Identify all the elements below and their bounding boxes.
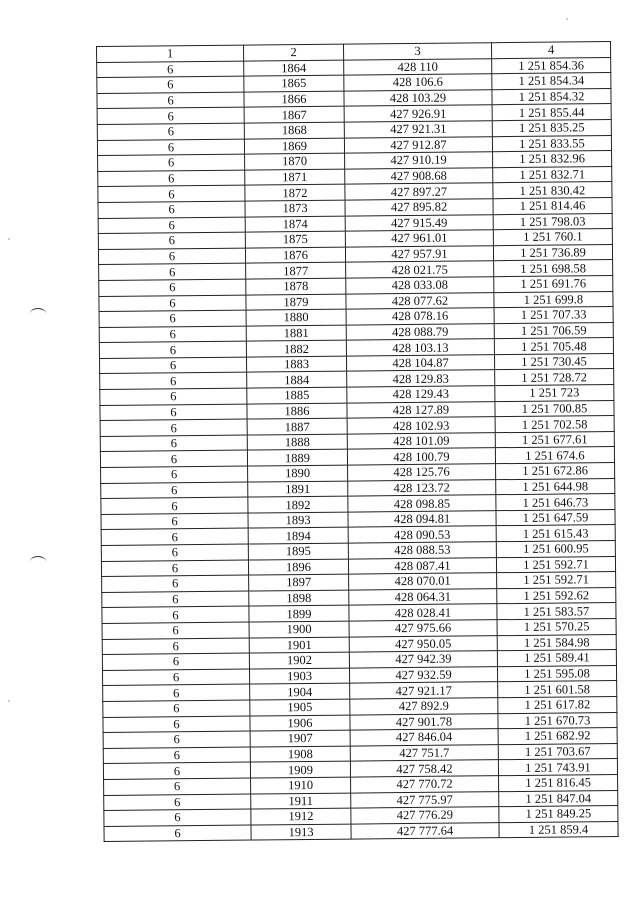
table-cell: 6 bbox=[100, 373, 247, 390]
table-cell: 1 251 617.82 bbox=[498, 696, 617, 713]
table-cell: 6 bbox=[101, 560, 248, 577]
table-cell: 6 bbox=[97, 92, 244, 109]
table-cell: 428 127.89 bbox=[347, 401, 495, 418]
table-cell: 1 251 615.43 bbox=[496, 525, 615, 542]
table-cell: 1912 bbox=[251, 808, 351, 825]
table-cell: 1869 bbox=[244, 138, 344, 155]
table-cell: 428 106.6 bbox=[344, 74, 492, 91]
table-cell: 6 bbox=[101, 513, 248, 530]
table-cell: 427 777.64 bbox=[351, 822, 499, 839]
table-cell: 427 758.42 bbox=[350, 760, 498, 777]
table-cell: 6 bbox=[97, 123, 244, 140]
table-cell: 1 251 674.6 bbox=[495, 447, 614, 464]
table-cell: 427 926.91 bbox=[344, 105, 492, 122]
table-cell: 428 077.62 bbox=[346, 292, 494, 309]
table-cell: 1907 bbox=[250, 730, 350, 747]
table-cell: 1 251 707.33 bbox=[494, 307, 613, 324]
table-cell: 1 251 570.25 bbox=[497, 619, 616, 636]
table-cell: 428 098.85 bbox=[348, 495, 496, 512]
table-cell: 1867 bbox=[244, 106, 344, 123]
table-cell: 427 892.9 bbox=[350, 698, 498, 715]
table-cell: 1882 bbox=[246, 340, 346, 357]
table-cell: 427 901.78 bbox=[350, 713, 498, 730]
table-cell: 6 bbox=[98, 185, 245, 202]
table-cell: 1 251 583.57 bbox=[497, 603, 616, 620]
table-cell: 1 251 700.85 bbox=[495, 400, 614, 417]
punch-mark bbox=[30, 308, 46, 319]
table-cell: 6 bbox=[102, 653, 249, 670]
table-cell: 1 251 691.76 bbox=[494, 275, 613, 292]
table-cell: 428 087.41 bbox=[348, 557, 496, 574]
table-cell: 1 251 855.44 bbox=[492, 104, 611, 121]
table-cell: 1 251 736.89 bbox=[493, 244, 612, 261]
table-cell: 6 bbox=[101, 497, 248, 514]
table-cell: 6 bbox=[100, 388, 247, 405]
table-cell: 1 251 644.98 bbox=[496, 478, 615, 495]
table-cell: 6 bbox=[99, 341, 246, 358]
table-cell: 6 bbox=[103, 762, 250, 779]
table-cell: 427 932.59 bbox=[349, 666, 497, 683]
table-cell: 1886 bbox=[247, 403, 347, 420]
table-cell: 6 bbox=[98, 232, 245, 249]
table-cell: 6 bbox=[99, 357, 246, 374]
table-cell: 427 776.29 bbox=[351, 807, 499, 824]
table-cell: 1 251 584.98 bbox=[497, 634, 616, 651]
coordinates-table bbox=[96, 41, 619, 842]
table-cell: 1891 bbox=[248, 481, 348, 498]
table-cell: 1898 bbox=[249, 590, 349, 607]
table-cell: 427 921.31 bbox=[344, 121, 492, 138]
table-cell: 6 bbox=[98, 170, 245, 187]
table-cell: 1876 bbox=[245, 247, 345, 264]
column-header: 2 bbox=[243, 44, 343, 61]
table-cell: 1887 bbox=[247, 418, 347, 435]
table-cell: 1910 bbox=[251, 777, 351, 794]
table-cell: 428 129.43 bbox=[347, 386, 495, 403]
table-cell: 6 bbox=[104, 809, 251, 826]
table-cell: 6 bbox=[99, 295, 246, 312]
table-cell: 6 bbox=[102, 669, 249, 686]
table-cell: 6 bbox=[97, 61, 244, 78]
table-cell: 6 bbox=[101, 466, 248, 483]
table-cell: 6 bbox=[102, 638, 249, 655]
table-cell: 427 975.66 bbox=[349, 620, 497, 637]
table-cell: 6 bbox=[103, 684, 250, 701]
table-cell: 6 bbox=[97, 139, 244, 156]
table-cell: 1871 bbox=[245, 169, 345, 186]
table-cell: 1909 bbox=[250, 761, 350, 778]
table-cell: 1889 bbox=[247, 450, 347, 467]
table-cell: 427 775.97 bbox=[351, 791, 499, 808]
table-cell: 427 912.87 bbox=[344, 136, 492, 153]
table-cell: 1 251 705.48 bbox=[494, 338, 613, 355]
table-cell: 428 104.87 bbox=[346, 355, 494, 372]
table-cell: 1 251 682.92 bbox=[498, 728, 617, 745]
column-header: 1 bbox=[97, 45, 244, 62]
table-cell: 427 950.05 bbox=[349, 635, 497, 652]
table-cell: 1 251 743.91 bbox=[498, 759, 617, 776]
table-cell: 1900 bbox=[249, 621, 349, 638]
table-cell: 428 090.53 bbox=[348, 526, 496, 543]
table-cell: 428 088.79 bbox=[346, 323, 494, 340]
table-cell: 1 251 723 bbox=[495, 385, 614, 402]
table-cell: 1 251 833.55 bbox=[492, 135, 611, 152]
table-cell: 428 088.53 bbox=[348, 542, 496, 559]
table-cell: 1883 bbox=[246, 356, 346, 373]
table-cell: 1906 bbox=[250, 715, 350, 732]
table-cell: 6 bbox=[103, 716, 250, 733]
table-cell: 1 251 600.95 bbox=[496, 541, 615, 558]
punch-mark bbox=[30, 556, 46, 567]
table-cell: 428 028.41 bbox=[349, 604, 497, 621]
table-cell: 1 251 647.59 bbox=[496, 509, 615, 526]
table-cell: 1 251 699.8 bbox=[494, 291, 613, 308]
table-cell: 6 bbox=[98, 154, 245, 171]
table-cell: 1880 bbox=[246, 309, 346, 326]
table-cell: 1 251 859.4 bbox=[499, 821, 618, 838]
table-cell: 6 bbox=[100, 451, 247, 468]
table-cell: 428 100.79 bbox=[347, 448, 495, 465]
table-cell: 1 251 730.45 bbox=[494, 353, 613, 370]
table-cell: 427 915.49 bbox=[345, 214, 493, 231]
table-cell: 6 bbox=[98, 217, 245, 234]
table-cell: 6 bbox=[102, 575, 249, 592]
table-cell: 1 251 832.71 bbox=[493, 166, 612, 183]
table-cell: 1865 bbox=[244, 75, 344, 92]
coordinates-table-wrapper bbox=[96, 41, 618, 842]
scan-speck bbox=[8, 238, 10, 240]
table-cell: 1897 bbox=[249, 574, 349, 591]
table-cell: 1879 bbox=[246, 294, 346, 311]
table-cell: 428 094.81 bbox=[348, 510, 496, 527]
table-cell: 1 251 646.73 bbox=[496, 494, 615, 511]
table-cell: 6 bbox=[101, 482, 248, 499]
table-cell: 1902 bbox=[249, 652, 349, 669]
table-cell: 427 961.01 bbox=[345, 230, 493, 247]
table-cell: 1888 bbox=[247, 434, 347, 451]
table-cell: 427 895.82 bbox=[345, 199, 493, 216]
table-cell: 6 bbox=[104, 778, 251, 795]
table-cell: 428 101.09 bbox=[347, 433, 495, 450]
table-cell: 1868 bbox=[244, 122, 344, 139]
table-cell: 6 bbox=[99, 263, 246, 280]
table-cell: 428 102.93 bbox=[347, 417, 495, 434]
table-cell: 1913 bbox=[251, 824, 351, 841]
table-cell: 6 bbox=[100, 435, 247, 452]
table-cell: 1 251 854.32 bbox=[492, 88, 611, 105]
table-cell: 1 251 702.58 bbox=[495, 416, 614, 433]
table-cell: 6 bbox=[99, 326, 246, 343]
table-cell: 427 957.91 bbox=[345, 245, 493, 262]
table-cell: 1 251 830.42 bbox=[493, 182, 612, 199]
table-cell: 6 bbox=[101, 544, 248, 561]
table-cell: 1 251 816.45 bbox=[499, 774, 618, 791]
table-cell: 1 251 706.59 bbox=[494, 322, 613, 339]
table-cell: 428 103.13 bbox=[346, 339, 494, 356]
table-cell: 428 110 bbox=[344, 58, 492, 75]
table-cell: 6 bbox=[102, 606, 249, 623]
table-cell: 1890 bbox=[248, 465, 348, 482]
table-cell: 1 251 589.41 bbox=[497, 650, 616, 667]
table-cell: 1 251 847.04 bbox=[499, 790, 618, 807]
table-cell: 6 bbox=[97, 76, 244, 93]
table-cell: 1872 bbox=[245, 184, 345, 201]
table-cell: 428 078.16 bbox=[346, 308, 494, 325]
table-cell: 1 251 698.58 bbox=[494, 260, 613, 277]
table-cell: 6 bbox=[102, 591, 249, 608]
table-cell: 428 064.31 bbox=[349, 588, 497, 605]
table-cell: 428 021.75 bbox=[346, 261, 494, 278]
table-cell: 427 751.7 bbox=[350, 744, 498, 761]
table-cell: 6 bbox=[102, 622, 249, 639]
table-cell: 1 251 703.67 bbox=[498, 743, 617, 760]
table-cell: 427 921.17 bbox=[350, 682, 498, 699]
table-cell: 428 033.08 bbox=[346, 277, 494, 294]
table-cell: 6 bbox=[97, 107, 244, 124]
table-cell: 1905 bbox=[250, 699, 350, 716]
table-cell: 427 846.04 bbox=[350, 729, 498, 746]
table-cell: 428 123.72 bbox=[348, 479, 496, 496]
table-cell: 1901 bbox=[249, 637, 349, 654]
table-cell: 6 bbox=[103, 731, 250, 748]
column-header: 3 bbox=[343, 43, 491, 60]
table-cell: 427 908.68 bbox=[345, 167, 493, 184]
table-cell: 1 251 592.71 bbox=[496, 556, 615, 573]
table-cell: 6 bbox=[103, 700, 250, 717]
table-cell: 6 bbox=[99, 310, 246, 327]
table-cell: 6 bbox=[100, 419, 247, 436]
table-cell: 6 bbox=[100, 404, 247, 421]
table-cell: 427 897.27 bbox=[345, 183, 493, 200]
table-cell: 1881 bbox=[246, 325, 346, 342]
table-cell: 427 942.39 bbox=[349, 651, 497, 668]
table-cell: 1904 bbox=[250, 683, 350, 700]
table-cell: 1896 bbox=[248, 559, 348, 576]
table-cell: 1 251 595.08 bbox=[497, 665, 616, 682]
table-cell: 6 bbox=[101, 528, 248, 545]
table-cell: 1 251 601.58 bbox=[498, 681, 617, 698]
table-cell: 1893 bbox=[248, 512, 348, 529]
table-cell: 1 251 677.61 bbox=[495, 431, 614, 448]
table-cell: 1895 bbox=[248, 543, 348, 560]
table-cell: 428 129.83 bbox=[347, 370, 495, 387]
table-cell: 1 251 728.72 bbox=[495, 369, 614, 386]
table-cell: 427 910.19 bbox=[345, 152, 493, 169]
table-cell: 1884 bbox=[247, 372, 347, 389]
table-cell: 428 103.29 bbox=[344, 89, 492, 106]
table-cell: 428 125.76 bbox=[348, 464, 496, 481]
table-cell: 6 bbox=[104, 825, 251, 842]
table-cell: 1878 bbox=[246, 278, 346, 295]
table-cell: 1 251 592.62 bbox=[497, 587, 616, 604]
table-cell: 1 251 798.03 bbox=[493, 213, 612, 230]
column-header: 4 bbox=[491, 42, 610, 59]
table-cell: 1877 bbox=[246, 262, 346, 279]
table-cell: 1864 bbox=[244, 60, 344, 77]
table-cell: 1 251 854.36 bbox=[492, 57, 611, 74]
table-cell: 1911 bbox=[251, 793, 351, 810]
table-cell: 1870 bbox=[245, 153, 345, 170]
table-cell: 6 bbox=[104, 794, 251, 811]
table-cell: 1903 bbox=[249, 668, 349, 685]
scan-speck bbox=[566, 18, 568, 20]
table-cell: 427 770.72 bbox=[351, 776, 499, 793]
table-cell: 1873 bbox=[245, 200, 345, 217]
table-cell: 1885 bbox=[247, 387, 347, 404]
table-cell: 1 251 670.73 bbox=[498, 712, 617, 729]
table-cell: 1874 bbox=[245, 216, 345, 233]
table-cell: 6 bbox=[103, 747, 250, 764]
table-cell: 1908 bbox=[250, 746, 350, 763]
table-cell: 6 bbox=[98, 201, 245, 218]
table-cell: 1 251 814.46 bbox=[493, 197, 612, 214]
table-cell: 6 bbox=[98, 248, 245, 265]
table-cell: 1 251 760.1 bbox=[493, 229, 612, 246]
table-cell: 1875 bbox=[245, 231, 345, 248]
table-cell: 1 251 854.34 bbox=[492, 73, 611, 90]
table-cell: 1 251 672.86 bbox=[496, 463, 615, 480]
table-cell: 6 bbox=[99, 279, 246, 296]
table-cell: 428 070.01 bbox=[349, 573, 497, 590]
scan-speck bbox=[8, 700, 10, 702]
table-cell: 1 251 835.25 bbox=[492, 120, 611, 137]
table-cell: 1 251 832.96 bbox=[493, 151, 612, 168]
table-cell: 1866 bbox=[244, 91, 344, 108]
table-cell: 1 251 592.71 bbox=[497, 572, 616, 589]
table-body bbox=[97, 57, 618, 842]
table-cell: 1899 bbox=[249, 605, 349, 622]
table-cell: 1892 bbox=[248, 496, 348, 513]
table-cell: 1894 bbox=[248, 528, 348, 545]
table-cell: 1 251 849.25 bbox=[499, 806, 618, 823]
